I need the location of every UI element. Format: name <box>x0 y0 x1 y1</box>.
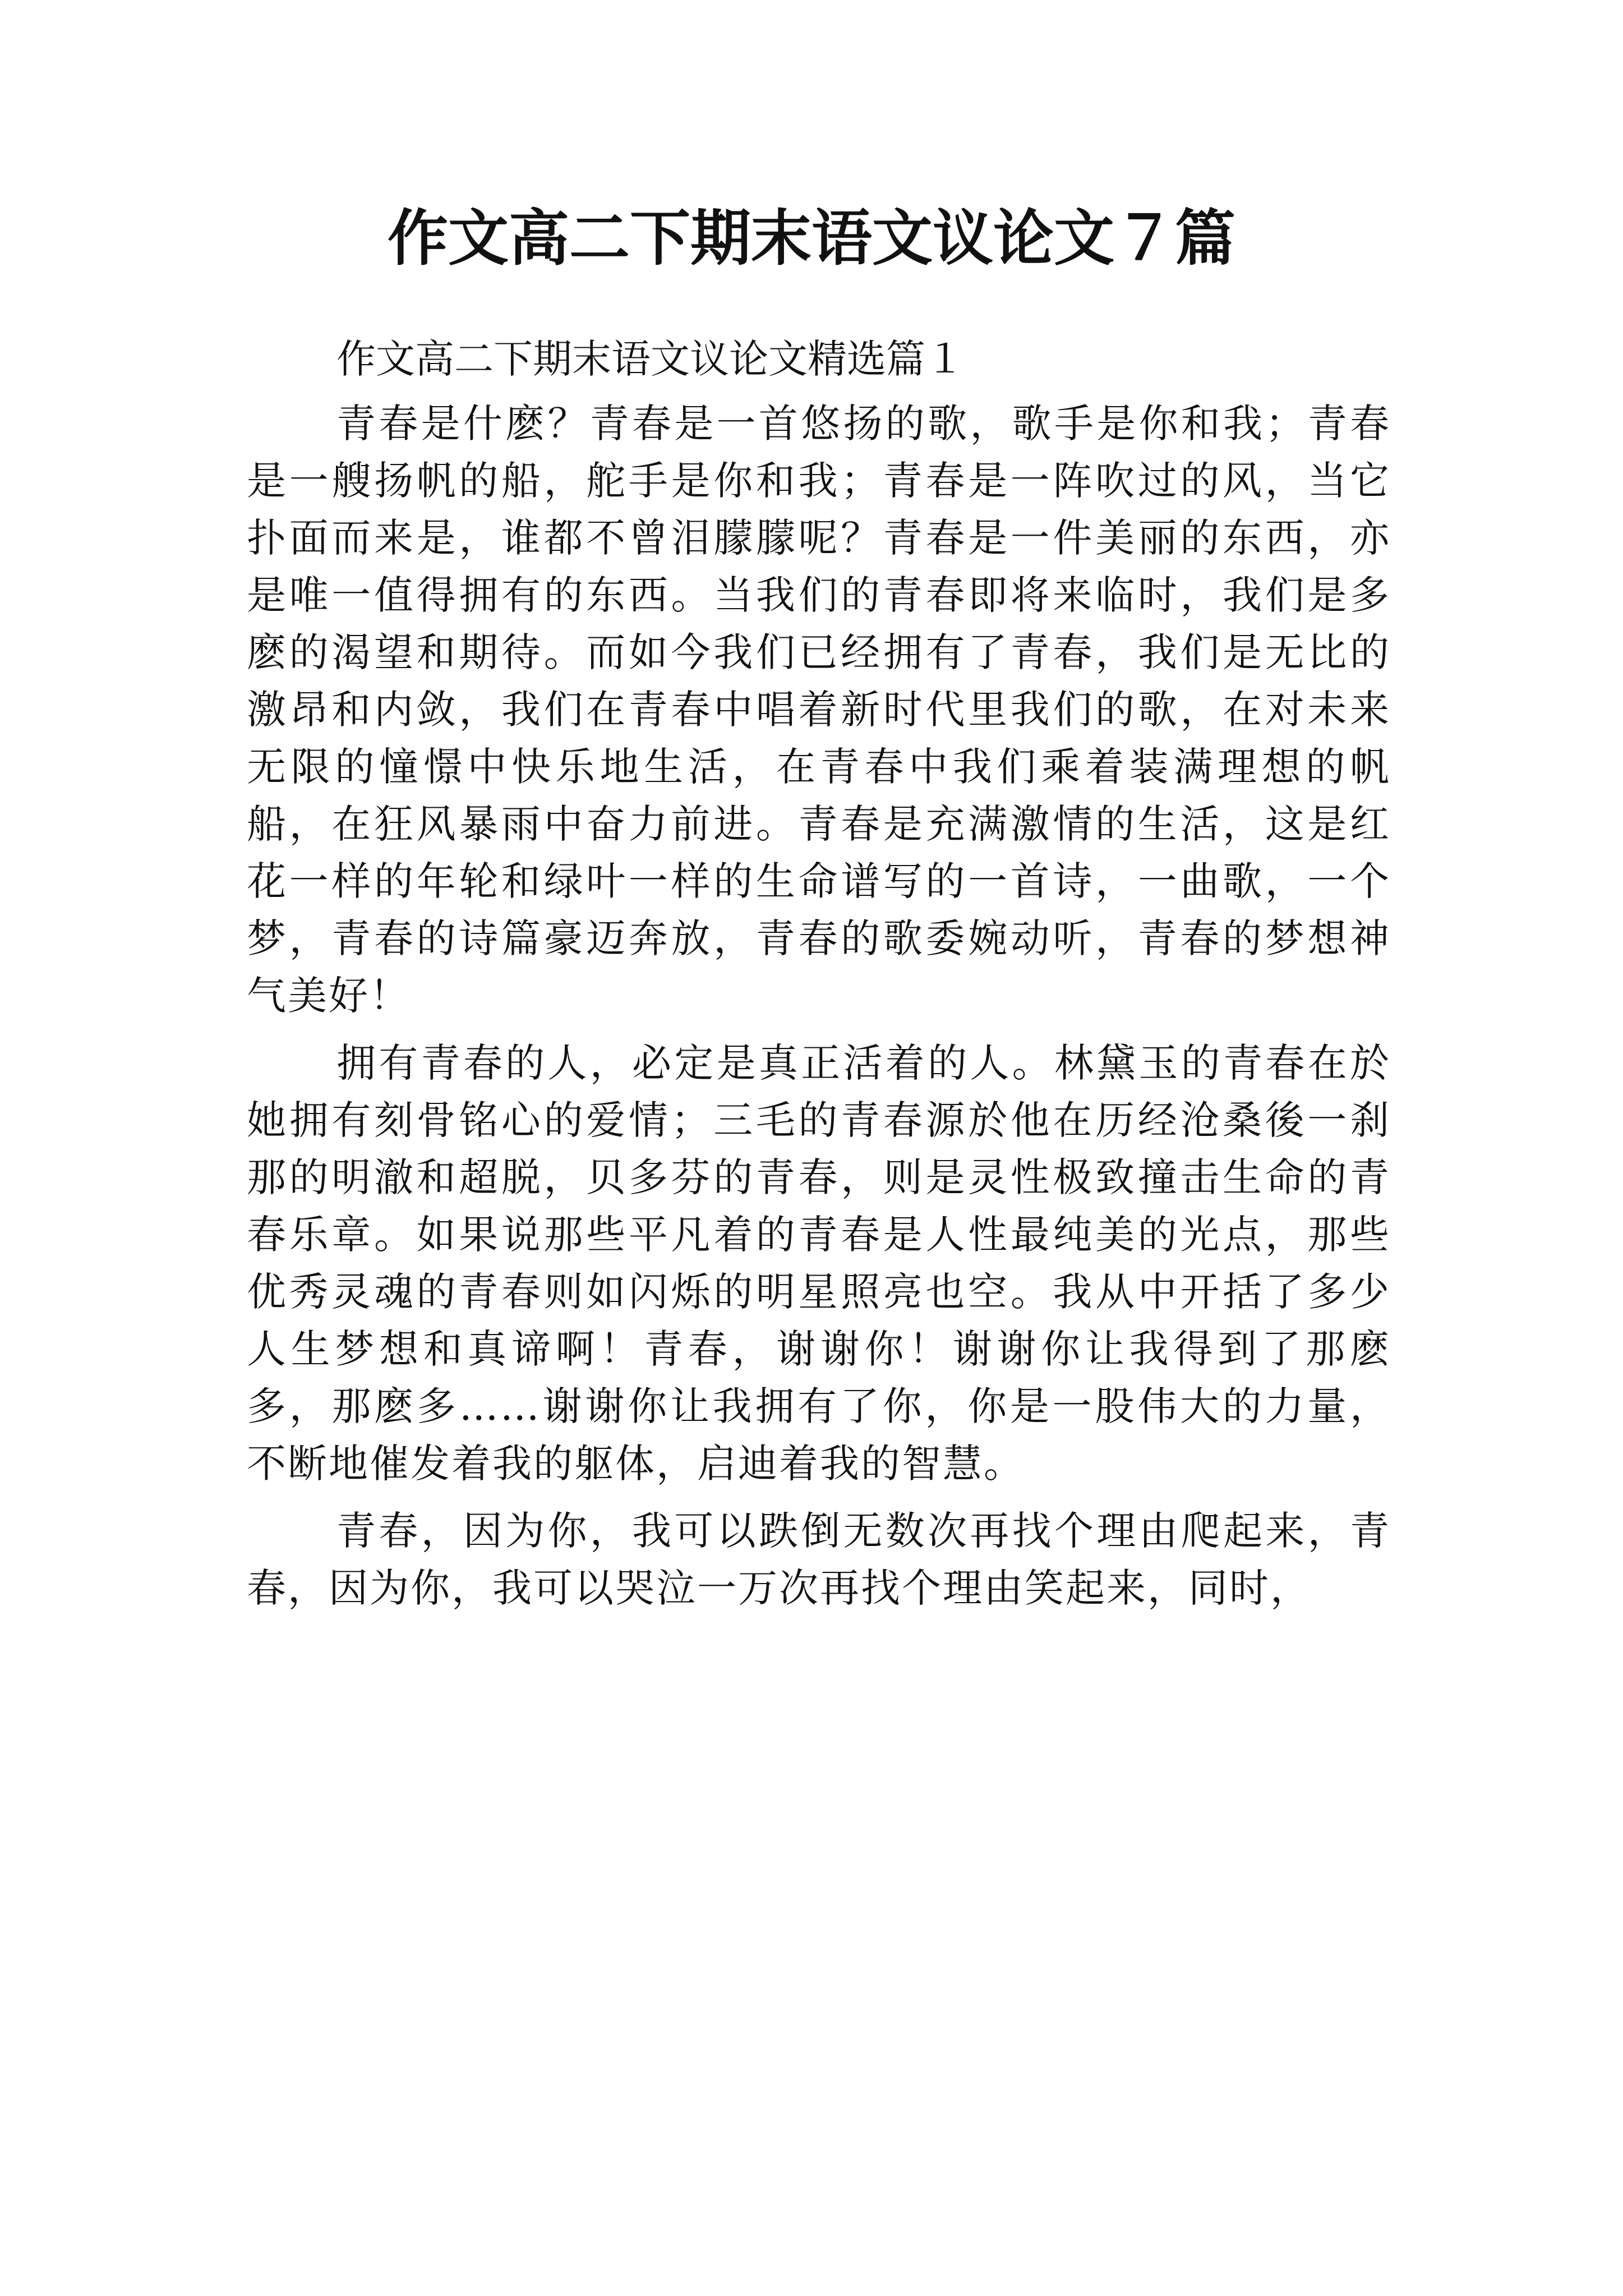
paragraph-2: 拥有青春的人，必定是真正活着的人。林黛玉的青春在於她拥有刻骨铭心的爱情；三毛的青春源於他在历经沧桑後一刹那的明澈和超脱，贝多芬的青春，则是灵性极致撞击生命的青春乐章。如果说那些平凡着的青春是人性最纯美的光点，那些优秀灵魂的青春则如闪烁的明星照亮也空。我从中开括了多少人生梦想和真谛啊！青春，谢谢你！谢谢你让我得到了那麽多，那麽多……谢谢你让我拥有了你，你是一股伟大的力量，不断地催发着我的躯体，启迪着我的智慧。 <box>247 1040 1391 1487</box>
section-heading: 作文高二下期末语文议论文精选篇１ <box>336 336 965 382</box>
document-title: 作文高二下期末语文议论文７篇 <box>387 203 1235 274</box>
paragraph-3: 青春，因为你，我可以跌倒无数次再找个理由爬起来，青春，因为你，我可以哭泣一万次再找个理由笑起来，同时， <box>247 1508 1391 1611</box>
document-body <box>247 331 1391 1617</box>
paragraph-1: 青春是什麽？青春是一首悠扬的歌，歌手是你和我；青春是一艘扬帆的船，舵手是你和我；青春是一阵吹过的风，当它扑面而来是，谁都不曾泪朦朦呢？青春是一件美丽的东西，亦是唯一值得拥有的东西。当我们的青春即将来临时，我们是多麽的渴望和期待。而如今我们已经拥有了青春，我们是无比的激昂和内敛，我们在青春中唱着新时代里我们的歌，在对未来无限的憧憬中快乐地生活，在青春中我们乘着装满理想的帆船，在狂风暴雨中奋力前进。青春是充满激情的生活，这是红花一样的年轮和绿叶一样的生命谱写的一首诗，一曲歌，一个梦，青春的诗篇豪迈奔放，青春的歌委婉动听，青春的梦想神气美好！ <box>247 401 1391 1019</box>
